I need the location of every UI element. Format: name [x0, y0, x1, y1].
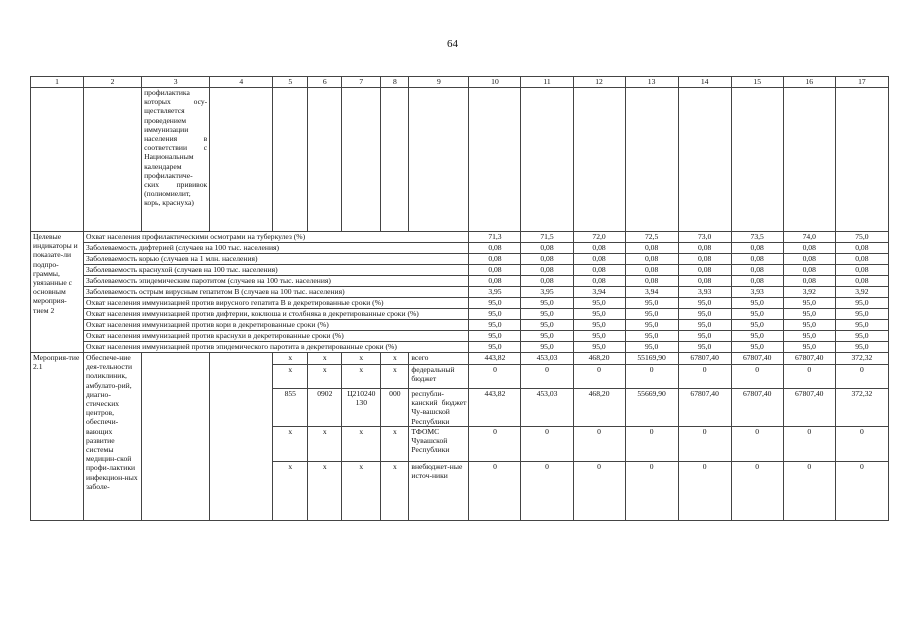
funding-value: 0: [469, 461, 521, 520]
indicator-value: 95,0: [521, 331, 573, 342]
funding-value: 0: [731, 365, 783, 389]
indicator-value: 0,08: [731, 276, 783, 287]
indicator-name: Охват населения иммунизацией против кори в декретированные сроки (%): [84, 320, 469, 331]
indicator-value: 95,0: [783, 298, 835, 309]
indicator-value: 95,0: [783, 331, 835, 342]
indicator-value: 95,0: [783, 342, 835, 353]
indicator-value: 71,3: [469, 232, 521, 243]
funding-value: 372,32: [835, 353, 888, 365]
column-number: 12: [573, 77, 625, 88]
indicator-value: 95,0: [573, 331, 625, 342]
indicator-value: 0,08: [783, 243, 835, 254]
indicator-name: Охват населения профилактическими осмотрами на туберкулез (%): [84, 232, 469, 243]
funding-value: 0: [835, 426, 888, 461]
column-number: 14: [678, 77, 731, 88]
funding-value: 67807,40: [783, 389, 835, 427]
budget-code-c8: x: [381, 365, 409, 389]
funding-source: республи-канский бюджет Чу-вашской Республики: [409, 389, 469, 427]
indicator-value: 95,0: [625, 320, 678, 331]
funding-value: 67807,40: [678, 353, 731, 365]
budget-code-c7: x: [342, 426, 381, 461]
indicator-value: 0,08: [573, 243, 625, 254]
indicator-name: Охват населения иммунизацией против вирусного гепатита В в декретированные сроки (%): [84, 298, 469, 309]
budget-code-c5: x: [273, 461, 308, 520]
indicator-row: [31, 298, 889, 309]
budget-code-c5: x: [273, 365, 308, 389]
indicator-value: 3,95: [521, 287, 573, 298]
indicator-value: 0,08: [625, 265, 678, 276]
column-number: 7: [342, 77, 381, 88]
indicator-row: [31, 265, 889, 276]
indicator-value: 95,0: [678, 320, 731, 331]
indicator-value: 95,0: [469, 331, 521, 342]
indicator-value: 71,5: [521, 232, 573, 243]
indicator-value: 0,08: [783, 254, 835, 265]
indicator-row: [31, 342, 889, 353]
budget-code-c7: x: [342, 353, 381, 365]
column-number: 11: [521, 77, 573, 88]
indicator-value: 75,0: [835, 232, 888, 243]
indicator-value: 0,08: [469, 276, 521, 287]
indicator-row: [31, 276, 889, 287]
funding-value: 67807,40: [731, 353, 783, 365]
indicator-value: 3,95: [469, 287, 521, 298]
funding-value: 443,82: [469, 353, 521, 365]
indicator-value: 95,0: [625, 342, 678, 353]
funding-value: 372,32: [835, 389, 888, 427]
indicator-value: 0,08: [835, 254, 888, 265]
targets-label: Целевые индикаторы и показате-ли подпро-граммы, увязанные с основным мероприя-тием 2: [31, 232, 84, 353]
column-number: 6: [308, 77, 342, 88]
budget-table: [30, 76, 889, 521]
indicator-name: Охват населения иммунизацией против дифтерии, коклюша и столбняка в декретированные сроки (%): [84, 309, 469, 320]
indicator-value: 95,0: [783, 320, 835, 331]
funding-value: 67807,40: [678, 389, 731, 427]
funding-value: 0: [731, 461, 783, 520]
indicator-value: 0,08: [573, 265, 625, 276]
funding-value: 0: [783, 426, 835, 461]
funding-value: 0: [783, 461, 835, 520]
indicator-value: 0,08: [731, 265, 783, 276]
indicator-value: 0,08: [678, 243, 731, 254]
indicator-value: 0,08: [469, 265, 521, 276]
indicator-value: 73,5: [731, 232, 783, 243]
indicator-value: 95,0: [573, 309, 625, 320]
empty-cell: [210, 353, 273, 521]
column-number: 5: [273, 77, 308, 88]
indicator-value: 95,0: [521, 342, 573, 353]
indicator-value: 0,08: [625, 243, 678, 254]
indicator-value: 0,08: [835, 265, 888, 276]
indicator-value: 3,93: [678, 287, 731, 298]
indicator-value: 95,0: [678, 298, 731, 309]
indicator-value: 0,08: [731, 243, 783, 254]
funding-value: 67807,40: [731, 389, 783, 427]
indicator-row: [31, 331, 889, 342]
budget-code-c7: x: [342, 461, 381, 520]
indicator-value: 3,94: [625, 287, 678, 298]
budget-code-c5: x: [273, 353, 308, 365]
indicator-value: 0,08: [521, 243, 573, 254]
indicator-value: 3,93: [731, 287, 783, 298]
column-number: 13: [625, 77, 678, 88]
funding-value: 443,82: [469, 389, 521, 427]
funding-value: 0: [469, 365, 521, 389]
indicator-value: 0,08: [678, 254, 731, 265]
indicator-name: Заболеваемость дифтерией (случаев на 100 тыс. населения): [84, 243, 469, 254]
funding-value: 55169,90: [625, 353, 678, 365]
continuation-text: профилактика которых осу-ществляется проведением иммунизации населения в соответствии с Национальным календарем профилактиче-ских прививок (полиомиелит, корь, краснуха): [142, 88, 210, 232]
funding-value: 0: [678, 365, 731, 389]
funding-value: 0: [469, 426, 521, 461]
indicator-value: 72,0: [573, 232, 625, 243]
funding-value: 0: [731, 426, 783, 461]
indicator-name: Охват населения иммунизацией против эпидемического паротита в декретированные сроки (%): [84, 342, 469, 353]
indicator-row: [31, 243, 889, 254]
indicator-name: Заболеваемость эпидемическим паротитом (случаев на 100 тыс. населения): [84, 276, 469, 287]
column-number: 2: [84, 77, 142, 88]
indicator-value: 0,08: [835, 243, 888, 254]
funding-value: 0: [573, 426, 625, 461]
budget-code-c6: x: [308, 461, 342, 520]
column-number: 1: [31, 77, 84, 88]
measure-label: Мероприя-тие 2.1: [31, 353, 84, 521]
indicator-value: 95,0: [521, 309, 573, 320]
funding-source: внебюджет-ные источ-ники: [409, 461, 469, 520]
indicator-name: Заболеваемость корью (случаев на 1 млн. населения): [84, 254, 469, 265]
funding-value: 0: [521, 426, 573, 461]
indicator-value: 95,0: [469, 342, 521, 353]
indicator-value: 0,08: [783, 276, 835, 287]
column-number: 4: [210, 77, 273, 88]
funding-value: 0: [835, 365, 888, 389]
indicator-value: 95,0: [469, 320, 521, 331]
indicator-value: 72,5: [625, 232, 678, 243]
column-number: 8: [381, 77, 409, 88]
budget-code-c6: x: [308, 353, 342, 365]
indicator-value: 74,0: [783, 232, 835, 243]
indicator-value: 3,92: [783, 287, 835, 298]
empty-cell: [142, 353, 210, 521]
indicator-value: 0,08: [678, 265, 731, 276]
indicator-value: 3,92: [835, 287, 888, 298]
measure-description: Обеспече-ние дея-тельности поликлиник, амбулато-рий, диагно-стических центров, обеспечи-вающих развитие системы медицин-ской профи-лактики инфекцион-ных заболе-: [84, 353, 142, 521]
indicator-row: [31, 320, 889, 331]
indicator-value: 0,08: [731, 254, 783, 265]
funding-value: 0: [625, 426, 678, 461]
column-number: 15: [731, 77, 783, 88]
indicator-value: 0,08: [469, 254, 521, 265]
indicator-value: 95,0: [731, 320, 783, 331]
indicator-value: 95,0: [835, 331, 888, 342]
indicator-value: 95,0: [678, 342, 731, 353]
column-number-row: [31, 77, 889, 88]
indicator-value: 0,08: [573, 254, 625, 265]
indicator-value: 0,08: [625, 276, 678, 287]
funding-value: 0: [625, 461, 678, 520]
indicator-value: 95,0: [625, 331, 678, 342]
indicator-value: 0,08: [573, 276, 625, 287]
funding-value: 0: [521, 365, 573, 389]
indicator-value: 95,0: [521, 320, 573, 331]
funding-value: 0: [678, 461, 731, 520]
indicator-name: Охват населения иммунизацией против краснухи в декретированные сроки (%): [84, 331, 469, 342]
funding-value: 67807,40: [783, 353, 835, 365]
budget-code-c7: Ц210240 130: [342, 389, 381, 427]
funding-value: 468,20: [573, 389, 625, 427]
indicator-value: 95,0: [835, 298, 888, 309]
indicator-value: 0,08: [835, 276, 888, 287]
funding-value: 0: [783, 365, 835, 389]
indicator-value: 0,08: [469, 243, 521, 254]
funding-row: [31, 353, 889, 365]
indicator-value: 95,0: [625, 298, 678, 309]
page-number: 64: [447, 38, 458, 50]
indicator-row: [31, 287, 889, 298]
funding-value: 0: [835, 461, 888, 520]
funding-source: федеральный бюджет: [409, 365, 469, 389]
budget-code-c8: x: [381, 461, 409, 520]
indicator-value: 95,0: [573, 342, 625, 353]
indicator-value: 0,08: [625, 254, 678, 265]
indicator-value: 95,0: [783, 309, 835, 320]
budget-code-c5: 855: [273, 389, 308, 427]
funding-value: 468,20: [573, 353, 625, 365]
budget-code-c8: x: [381, 426, 409, 461]
indicator-value: 95,0: [521, 298, 573, 309]
indicator-value: 95,0: [731, 342, 783, 353]
funding-value: 453,03: [521, 389, 573, 427]
funding-value: 55669,90: [625, 389, 678, 427]
indicator-value: 95,0: [731, 298, 783, 309]
indicator-value: 0,08: [521, 254, 573, 265]
budget-code-c6: x: [308, 426, 342, 461]
indicator-value: 95,0: [678, 309, 731, 320]
indicator-value: 95,0: [835, 309, 888, 320]
indicator-value: 0,08: [521, 276, 573, 287]
continuation-row: [31, 88, 889, 232]
indicator-value: 95,0: [731, 309, 783, 320]
indicator-value: 95,0: [573, 320, 625, 331]
indicator-value: 95,0: [573, 298, 625, 309]
indicator-value: 95,0: [469, 298, 521, 309]
budget-code-c5: x: [273, 426, 308, 461]
column-number: 9: [409, 77, 469, 88]
funding-value: 0: [573, 365, 625, 389]
funding-value: 0: [521, 461, 573, 520]
indicator-row: [31, 254, 889, 265]
indicator-value: 95,0: [625, 309, 678, 320]
indicator-value: 73,0: [678, 232, 731, 243]
budget-code-c6: x: [308, 365, 342, 389]
indicator-value: 0,08: [521, 265, 573, 276]
indicator-row: [31, 232, 889, 243]
funding-value: 0: [678, 426, 731, 461]
budget-code-c7: x: [342, 365, 381, 389]
funding-value: 453,03: [521, 353, 573, 365]
indicator-value: 95,0: [678, 331, 731, 342]
indicator-value: 95,0: [731, 331, 783, 342]
indicator-name: Заболеваемость краснухой (случаев на 100 тыс. населения): [84, 265, 469, 276]
funding-value: 0: [573, 461, 625, 520]
column-number: 10: [469, 77, 521, 88]
indicator-value: 95,0: [835, 320, 888, 331]
funding-value: 0: [625, 365, 678, 389]
funding-source: ТФОМС Чувашской Республики: [409, 426, 469, 461]
indicator-value: 3,94: [573, 287, 625, 298]
indicator-value: 0,08: [783, 265, 835, 276]
budget-code-c8: x: [381, 353, 409, 365]
indicator-value: 95,0: [835, 342, 888, 353]
funding-source: всего: [409, 353, 469, 365]
indicator-value: 95,0: [469, 309, 521, 320]
budget-code-c6: 0902: [308, 389, 342, 427]
budget-code-c8: 000: [381, 389, 409, 427]
indicator-value: 0,08: [678, 276, 731, 287]
indicator-row: [31, 309, 889, 320]
indicator-name: Заболеваемость острым вирусным гепатитом В (случаев на 100 тыс. населения): [84, 287, 469, 298]
column-number: 16: [783, 77, 835, 88]
column-number: 17: [835, 77, 888, 88]
column-number: 3: [142, 77, 210, 88]
